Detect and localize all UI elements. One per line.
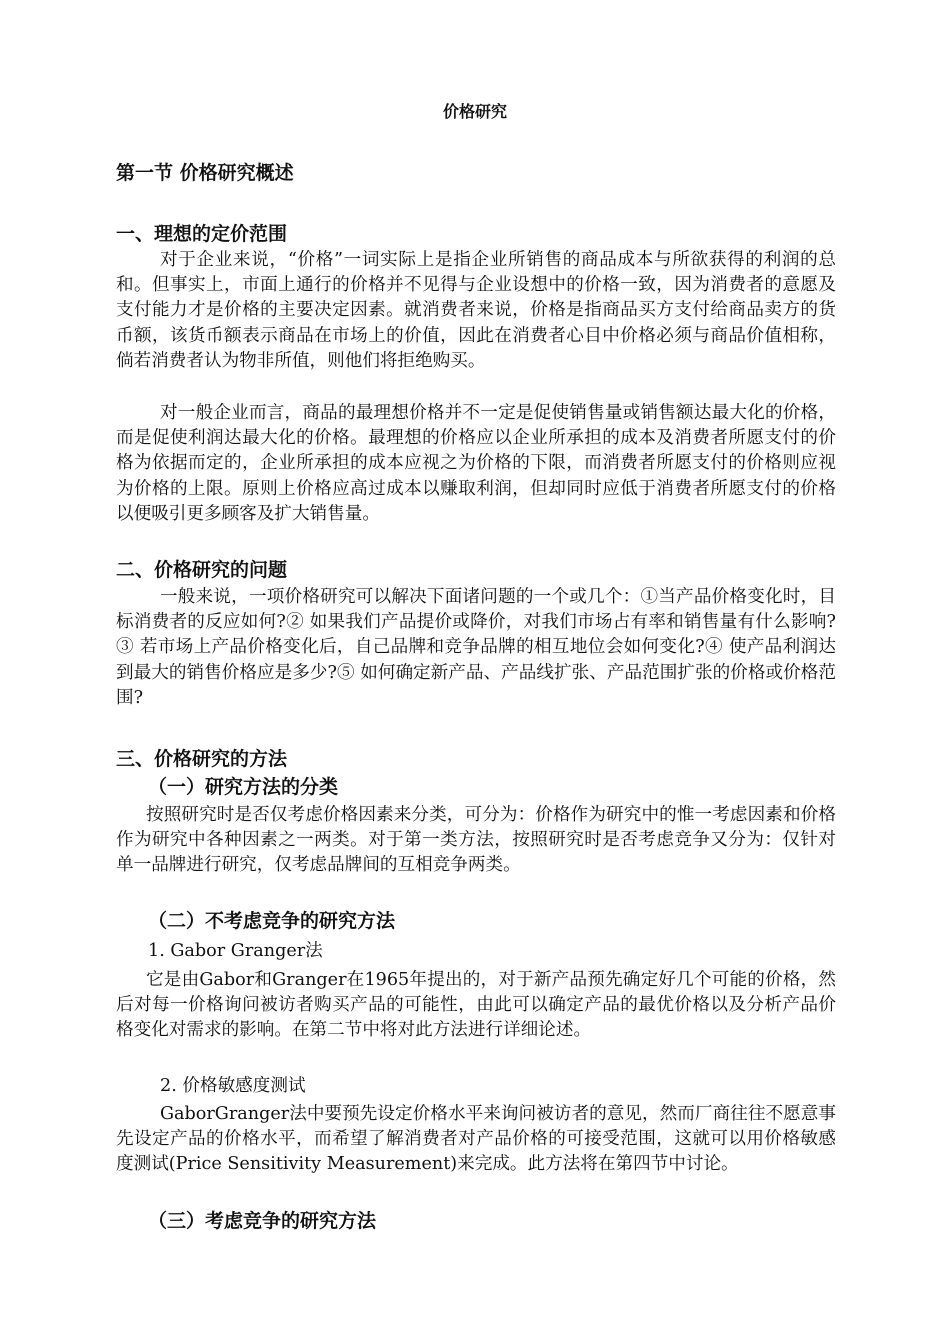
part1-paragraph-1: 对于企业来说，“价格”一词实际上是指企业所销售的商品成本与所欲获得的利润的总和。但事实上，市面上通行的价格并不见得与企业设想中的价格一致，因为消费者的意愿及支付能力才是价格的主要决定因素。就消费者来说，价格是指商品买方支付给商品卖方的货币额，该货币额表示商品在市场上的价值，因此在消费者心目中价格必须与商品价值相称，倘若消费者认为物非所值，则他们将拒绝购买。 <box>116 250 836 371</box>
part1-heading: 一、理想的定价范围 <box>116 223 288 245</box>
part2-heading: 二、价格研究的问题 <box>116 559 288 581</box>
method-2-paragraph: GaborGranger法中要预先设定价格水平来询问被访者的意见，然而厂商往往不愿意事先设定产品的价格水平，而希望了解消费者对产品价格的可接受范围，这就可以用价格敏感度测试(Price Sensitivity Measurement)来完成。此方法将在第四节中讨论。 <box>116 1104 836 1175</box>
part3-sub1-paragraph: 按照研究时是否仅考虑价格因素来分类，可分为：价格作为研究中的惟一考虑因素和价格作为研究中各种因素之一两类。对于第一类方法，按照研究时是否考虑竞争又分为：仅针对单一品牌进行研究，仅考虑品牌间的互相竞争两类。 <box>116 805 836 876</box>
method-1-paragraph: 它是由Gabor和Granger在1965年提出的，对于新产品预先确定好几个可能的价格，然后对每一价格询问被访者购买产品的可能性，由此可以确定产品的最优价格以及分析产品价格变化对需求的影响。在第二节中将对此方法进行详细论述。 <box>116 970 836 1041</box>
method-2-title: 2. 价格敏感度测试 <box>160 1076 306 1096</box>
part2-paragraph-1: 一般来说，一项价格研究可以解决下面诸问题的一个或几个：①当产品价格变化时，目标消费者的反应如何?② 如果我们产品提价或降价，对我们市场占有率和销售量有什么影响?③ 若市场上产品价格变化后，自己品牌和竞争品牌的相互地位会如何变化?④ 使产品利润达到最大的销售价格应是多少?⑤ 如何确定新产品、产品线扩张、产品范围扩张的价格或价格范围? <box>116 587 836 708</box>
part3-heading: 三、价格研究的方法 <box>116 748 288 770</box>
part3-sub2-heading: （二）不考虑竞争的研究方法 <box>148 910 396 932</box>
part3-sub3-heading: （三）考虑竞争的研究方法 <box>148 1210 377 1232</box>
section-heading: 第一节 价格研究概述 <box>116 162 294 184</box>
part1-paragraph-2: 对一般企业而言，商品的最理想价格并不一定是促使销售量或销售额达最大化的价格，而是促使利润达最大化的价格。最理想的价格应以企业所承担的成本及消费者所愿支付的价格为依据而定的，企业所承担的成本应视之为价格的下限，而消费者所愿支付的价格则应视为价格的上限。原则上价格应高过成本以赚取利润，但却同时应低于消费者所愿支付的价格以便吸引更多顾客及扩大销售量。 <box>116 403 836 524</box>
document-title: 价格研究 <box>442 102 507 121</box>
method-1-title: 1. Gabor Granger法 <box>148 941 323 961</box>
part3-sub1-heading: （一）研究方法的分类 <box>148 776 339 798</box>
